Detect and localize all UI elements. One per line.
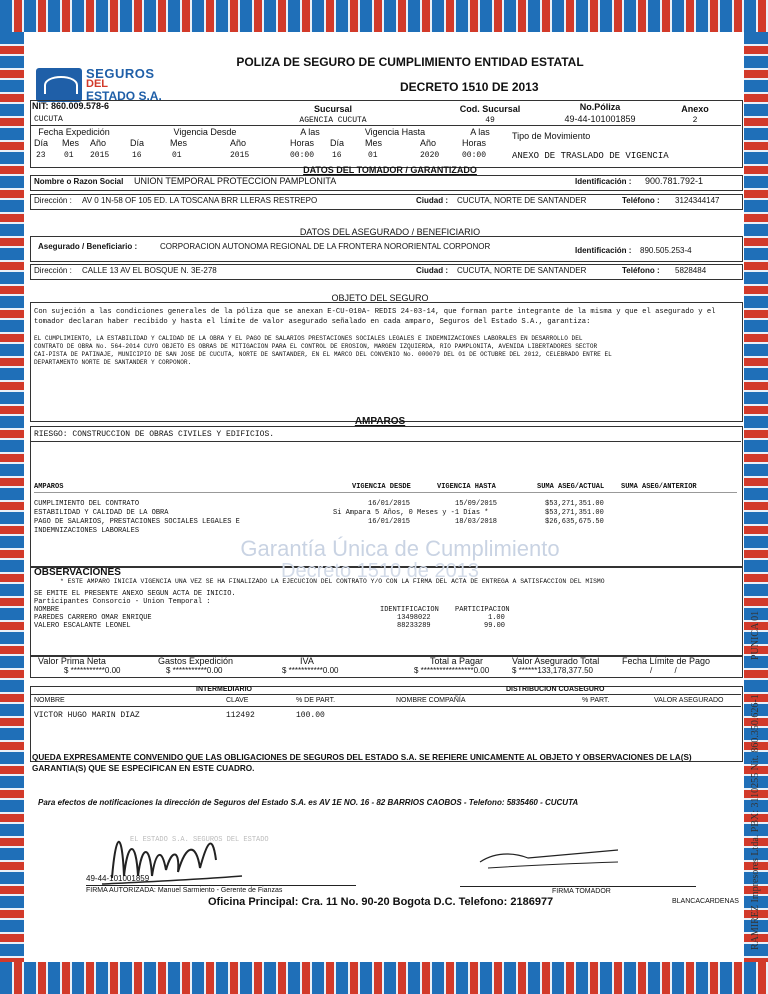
iva-value: $ ***********0.00 xyxy=(282,666,339,675)
coaseguro-col-header: % PART. xyxy=(582,697,610,704)
logo-text: SEGUROS xyxy=(86,66,155,81)
asegurado-name-label: Asegurado / Beneficiario : xyxy=(38,242,138,251)
from-hour: 00:00 xyxy=(290,151,315,160)
tomador-signature-label: FIRMA TOMADOR xyxy=(552,888,611,895)
year-label: Año xyxy=(420,138,437,148)
divider xyxy=(460,886,696,887)
amparo-desde: 16/01/2015 xyxy=(368,500,411,508)
anterior-col-header: SUMA ASEG/ANTERIOR xyxy=(621,483,697,491)
total-label: Total a Pagar xyxy=(430,656,484,666)
tomador-phone: 3124344147 xyxy=(675,196,720,205)
movement-value: ANEXO DE TRASLADO DE VIGENCIA xyxy=(512,151,669,161)
tomador-id: 900.781.792-1 xyxy=(645,176,704,186)
month-label: Mes xyxy=(62,138,80,148)
asegurado-address: CALLE 13 AV EL BOSQUE N. 3E-278 xyxy=(82,266,217,275)
nit-label: NIT: 860.009.578-6 xyxy=(32,101,110,111)
policy-no-label: No.Póliza xyxy=(579,102,621,112)
year-label: Año xyxy=(90,138,107,148)
notifications-address: Para efectos de notificaciones la dirección de Seguros del Estado S.A. es AV 1E NO. 16 - 82 BARRIOS CAOBOS - Telefono: 5835460 - CUCUTA xyxy=(38,798,579,807)
total-value: $ *****************0.00 xyxy=(414,666,490,675)
decorative-border-bottom xyxy=(0,962,768,994)
decree-title: DECRETO 1510 DE 2013 xyxy=(400,80,539,94)
participants-col-header: IDENTIFICACION xyxy=(380,606,439,614)
day-label: Día xyxy=(34,138,49,148)
observaciones-text: Participantes Consorcio - Union Temporal : xyxy=(34,598,211,606)
annex-value: 2 xyxy=(692,116,698,125)
valid-to-label: Vigencia Hasta xyxy=(364,127,426,137)
participants-col-header: NOMBRE xyxy=(34,606,60,614)
stamp-text: EL ESTADO S.A. SEGUROS DEL ESTADO xyxy=(130,836,269,844)
logo-text: DEL xyxy=(86,78,108,90)
intermediario-clave: 112492 xyxy=(226,711,255,720)
objeto-conditions-text: Con sujeción a las condiciones generales de la póliza que se anexan E-CU-010A- REDIS 24-03-14, que forman parte integrante de la misma y que el asegurado y el tomador declaran haber recibido y hasta el límite de valor asegurado señalado en cada amparo, Seguros del Estado S.A., garantiza: xyxy=(34,308,716,326)
participants-col-header: PARTICIPACION xyxy=(455,606,510,614)
hasta-col-header: VIGENCIA HASTA xyxy=(437,483,496,491)
tomador-id-label: Identificación : xyxy=(575,177,632,186)
to-month: 01 xyxy=(368,151,378,160)
asegurado-total-value: $ ******133,178,377.50 xyxy=(512,666,593,675)
asegurado-phone: 5828484 xyxy=(675,266,707,275)
asegurado-city-label: Ciudad : xyxy=(416,266,448,275)
observaciones-text: * ESTE AMPARO INICIA VIGENCIA UNA VEZ SE HA FINALIZADO LA EJECUCION DEL CONTRATO Y/O CON LA FIRMA DEL ACTA DE ENTREGA A SATISFACCION DEL MISMO xyxy=(60,578,605,585)
company-logo xyxy=(36,68,166,104)
divider xyxy=(30,706,741,707)
branch-value: AGENCIA CUCUTA xyxy=(299,116,367,125)
decorative-border-top xyxy=(0,0,768,32)
prima-label: Valor Prima Neta xyxy=(38,656,106,666)
from-day: 16 xyxy=(132,151,142,160)
amparos-section-title: AMPAROS xyxy=(354,416,406,427)
amparo-actual: $26,635,675.50 xyxy=(545,518,604,526)
participant-name: VALERO ESCALANTE LEONEL xyxy=(34,622,131,630)
branch-code-label: Cod. Sucursal xyxy=(459,104,521,114)
amparo-desde: Si Ampara 5 Años, 0 Meses y -1 Días * xyxy=(333,509,489,517)
amparo-hasta: 18/03/2018 xyxy=(455,518,498,526)
tomador-signature-icon xyxy=(468,840,628,880)
amparo-actual: $53,271,351.00 xyxy=(545,509,604,517)
movement-label: Tipo de Movimiento xyxy=(512,131,591,141)
gastos-value: $ ***********0.00 xyxy=(166,666,223,675)
issue-city: CUCUTA xyxy=(34,115,63,124)
divider xyxy=(30,441,741,442)
branch-label: Sucursal xyxy=(313,104,353,114)
side-printer-text: RAMIREZ Impresores Ltda. PBX: 3110255 Nit. 860.350.626-1 xyxy=(750,694,761,950)
observaciones-text: SE EMITE EL PRESENTE ANEXO SEGUN ACTA DE INICIO. xyxy=(34,590,236,598)
branch-code-value: 49 xyxy=(485,116,495,125)
actual-col-header: SUMA ASEG/ACTUAL xyxy=(537,483,605,491)
divider xyxy=(34,492,737,493)
tomador-city-label: Ciudad : xyxy=(416,196,448,205)
month-label: Mes xyxy=(365,138,383,148)
user-code: BLANCACARDENAS xyxy=(672,898,739,905)
intermediario-part: 100.00 xyxy=(296,711,325,720)
intermediario-col-header: % DE PART. xyxy=(296,697,336,704)
participant-name: PAREDES CARRERO OMAR ENRIQUE xyxy=(34,614,152,622)
logo-text: ESTADO S.A. xyxy=(86,89,162,103)
hours-label: Horas xyxy=(290,138,315,148)
participant-id: 88233289 xyxy=(397,622,431,630)
riesgo-text: RIESGO: CONSTRUCCION DE OBRAS CIVILES Y EDIFICIOS. xyxy=(34,430,275,439)
objeto-guarantee-text: EL CUMPLIMIENTO, LA ESTABILIDAD Y CALIDAD DE LA OBRA Y EL PAGO DE SALARIOS PRESTACIONES SOCIALES LEGALES E INDEMNIZACIONES LABORALES EN DESARROLLO DEL CONTRATO DE OBRA No. 564-2014 CUYO OBJETO ES OBRAS DE MITIGACION PARA EL CONTROL DE EROSION, MARGEN IZQUIERDA, RIO PAMPLONITA, AVENIDA LIBERTADORES SECTOR CAI-PISTA DE PATINAJE, MUNICIPIO DE SAN JOSE DE CUCUTA, NORTE DE SANTANDER, EN EL MARCO DEL CONVENIO No. 000079 DEL 01 DE OCTUBRE DEL 2012, CELEBRADO ENTRE EL DEPARTAMENTO NORTE DE SANTANDER Y CORPONOR. xyxy=(34,335,612,366)
side-form-code: PUNICA 01 xyxy=(750,610,761,660)
from-year: 2015 xyxy=(230,151,250,160)
limite-value: / / xyxy=(650,666,677,675)
tomador-section-title: DATOS DEL TOMADOR / GARANTIZADO xyxy=(303,165,477,175)
tomador-phone-label: Teléfono : xyxy=(622,196,660,205)
to-hour: 00:00 xyxy=(462,151,487,160)
watermark-text: Decreto 1510 de 2013 xyxy=(281,560,479,582)
observaciones-title: OBSERVACIONES xyxy=(34,567,121,578)
divider xyxy=(30,694,741,695)
objeto-section-title: OBJETO DEL SEGURO xyxy=(331,293,429,303)
amparo-name: PAGO DE SALARIOS, PRESTACIONES SOCIALES LEGALES E xyxy=(34,518,240,526)
document-title: POLIZA DE SEGURO DE CUMPLIMIENTO ENTIDAD ESTATAL xyxy=(236,55,584,69)
gastos-label: Gastos Expedición xyxy=(158,656,234,666)
divider xyxy=(30,125,741,126)
tomador-address: AV 0 1N-58 OF 105 ED. LA TOSCANA BRR LLERAS RESTREPO xyxy=(82,196,318,205)
coaseguro-col-header: VALOR ASEGURADO xyxy=(654,697,724,704)
month-label: Mes xyxy=(170,138,188,148)
participant-part: 99.00 xyxy=(484,622,506,630)
coaseguro-col-header: NOMBRE COMPAÑÍA xyxy=(396,697,466,704)
watermark-text: Garantía Única de Cumplimiento xyxy=(240,536,560,561)
to-day: 16 xyxy=(332,151,342,160)
asegurado-city: CUCUTA, NORTE DE SANTANDER xyxy=(457,266,587,275)
liability-notice: QUEDA EXPRESAMENTE CONVENIDO QUE LAS OBLIGACIONES DE SEGUROS DEL ESTADO S.A. SE REFIERE UNICAMENTE AL OBJETO Y OBSERVACIONES DE LA(S) GARANTIA(S) QUE SE ESPECIFICAN EN ESTE CUADRO. xyxy=(32,753,692,773)
intermediario-name: VICTOR HUGO MARIN DIAZ xyxy=(34,711,140,720)
annex-label: Anexo xyxy=(681,104,709,114)
amparo-hasta: 15/09/2015 xyxy=(455,500,498,508)
valid-from-label: Vigencia Desde xyxy=(173,127,237,137)
day-label: Día xyxy=(130,138,145,148)
policy-no-value: 49-44-101001859 xyxy=(564,114,636,124)
to-year: 2020 xyxy=(420,151,440,160)
participant-part: 1.00 xyxy=(488,614,505,622)
asegurado-total-label: Valor Asegurado Total xyxy=(512,656,600,666)
authorized-signature-label: FIRMA AUTORIZADA: Manuel Sarmiento - Gerente de Fianzas xyxy=(86,887,283,894)
issue-date-label: Fecha Expedición xyxy=(38,127,110,137)
prima-value: $ ***********0.00 xyxy=(64,666,121,675)
issue-day: 23 xyxy=(36,151,46,160)
amparo-name: ESTABILIDAD Y CALIDAD DE LA OBRA xyxy=(34,509,169,517)
stamp-policy-number: 49-44-101001859 xyxy=(86,874,150,883)
amparo-name: INDEMNIZACIONES LABORALES xyxy=(34,527,140,535)
amparo-actual: $53,271,351.00 xyxy=(545,500,604,508)
divider xyxy=(86,885,356,886)
hours-label: Horas xyxy=(462,138,487,148)
day-label: Día xyxy=(330,138,345,148)
tomador-city: CUCUTA, NORTE DE SANTANDER xyxy=(457,196,587,205)
amparo-desde: 16/01/2015 xyxy=(368,518,411,526)
limite-label: Fecha Límite de Pago xyxy=(622,656,711,666)
amparos-col-header: AMPAROS xyxy=(34,483,64,491)
amparo-name: CUMPLIMIENTO DEL CONTRATO xyxy=(34,500,140,508)
asegurado-address-label: Dirección : xyxy=(34,266,72,275)
tomador-name: UNION TEMPORAL PROTECCION PAMPLONITA xyxy=(134,176,337,186)
at-label: A las xyxy=(470,127,490,137)
coaseguro-title: DISTRIBUCION COASEGURO xyxy=(506,686,605,693)
from-month: 01 xyxy=(172,151,182,160)
logo-emblem-icon xyxy=(36,68,82,102)
intermediario-col-header: NOMBRE xyxy=(34,697,65,704)
decorative-border-left xyxy=(0,32,24,962)
asegurado-name: CORPORACION AUTONOMA REGIONAL DE LA FRONTERA NORORIENTAL CORPONOR xyxy=(160,242,491,251)
issue-month: 01 xyxy=(64,151,74,160)
asegurado-id-label: Identificación : xyxy=(575,246,632,255)
intermediario-col-header: CLAVE xyxy=(226,697,249,704)
asegurado-id: 890.505.253-4 xyxy=(640,246,692,255)
year-label: Año xyxy=(230,138,247,148)
asegurado-phone-label: Teléfono : xyxy=(622,266,660,275)
intermediario-title: INTERMEDIARIO xyxy=(196,686,252,693)
intermediario-box xyxy=(30,686,743,762)
desde-col-header: VIGENCIA DESDE xyxy=(352,483,411,491)
asegurado-section-title: DATOS DEL ASEGURADO / BENEFICIARIO xyxy=(299,227,481,237)
iva-label: IVA xyxy=(300,656,314,666)
at-label: A las xyxy=(300,127,320,137)
participant-id: 13498022 xyxy=(397,614,431,622)
main-office-address: Oficina Principal: Cra. 11 No. 90-20 Bogota D.C. Telefono: 2186977 xyxy=(208,896,554,908)
issue-year: 2015 xyxy=(90,151,110,160)
tomador-address-label: Dirección : xyxy=(34,196,72,205)
tomador-name-label: Nombre o Razon Social xyxy=(34,177,124,186)
